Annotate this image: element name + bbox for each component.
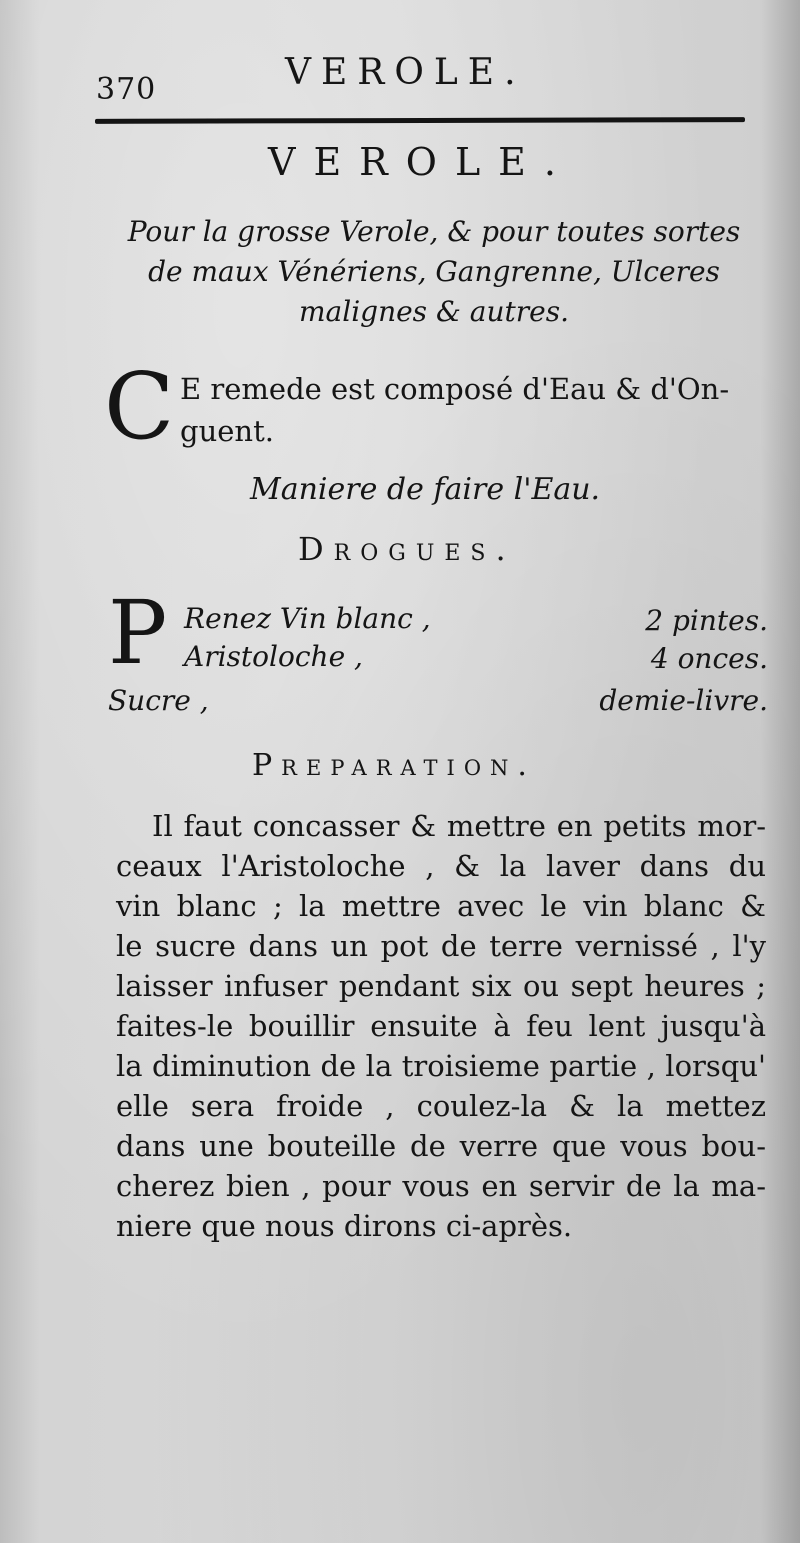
page-number: 370	[96, 72, 157, 107]
running-head: VEROLE.	[285, 52, 526, 93]
intro-line: guent.	[180, 414, 274, 448]
text-line: la diminution de la troisieme partie , lorsqu'	[116, 1049, 766, 1083]
ingredient-name: Sucre ,	[108, 684, 209, 717]
chapter-title: VEROLE.	[268, 140, 574, 184]
text-line: le sucre dans un pot de terre vernissé , l'y	[116, 929, 766, 963]
text-line: elle sera froide , coulez-la & la mettez	[116, 1089, 766, 1123]
section-heading: Maniere de faire l'Eau.	[250, 472, 601, 507]
text-line: faites-le bouillir ensuite à feu lent jusqu'à	[116, 1009, 766, 1043]
ingredient-name: Renez Vin blanc ,	[184, 602, 431, 635]
ingredient-name: Aristoloche ,	[184, 640, 363, 673]
intro-line: E remede est composé d'Eau & d'On-	[180, 372, 730, 406]
chapter-subtitle	[104, 212, 764, 332]
text-line: cherez bien , pour vous en servir de la ma-	[116, 1169, 766, 1203]
subtitle-line: de maux Vénériens, Gangrenne, Ulceres	[148, 255, 720, 288]
text-line: niere que nous dirons ci-après.	[116, 1209, 573, 1243]
drop-cap-p: P	[108, 581, 168, 684]
subtitle-line: Pour la grosse Verole, & pour toutes sortes	[127, 215, 741, 248]
ingredient-quantity: 4 onces.	[650, 642, 768, 675]
text-line: dans une bouteille de verre que vous bou-	[116, 1129, 766, 1163]
drugs-heading: Drogues.	[298, 530, 516, 568]
header-rule	[95, 117, 745, 124]
ingredient-quantity: 2 pintes.	[645, 604, 768, 637]
preparation-heading: Preparation.	[252, 748, 536, 783]
text-line: laisser infuser pendant six ou sept heures ;	[116, 969, 766, 1003]
subtitle-line: malignes & autres.	[299, 295, 569, 328]
text-line: Il faut concasser & mettre en petits mor-	[152, 809, 766, 843]
text-line: ceaux l'Aristoloche , & la laver dans du	[116, 849, 766, 883]
ingredient-list	[108, 581, 768, 726]
intro-text	[180, 368, 729, 452]
ingredient-quantity: demie-livre.	[599, 684, 768, 717]
text-line: vin blanc ; la mettre avec le vin blanc &	[116, 889, 766, 923]
preparation-text	[116, 806, 766, 1246]
drop-cap-c: C	[104, 353, 175, 460]
